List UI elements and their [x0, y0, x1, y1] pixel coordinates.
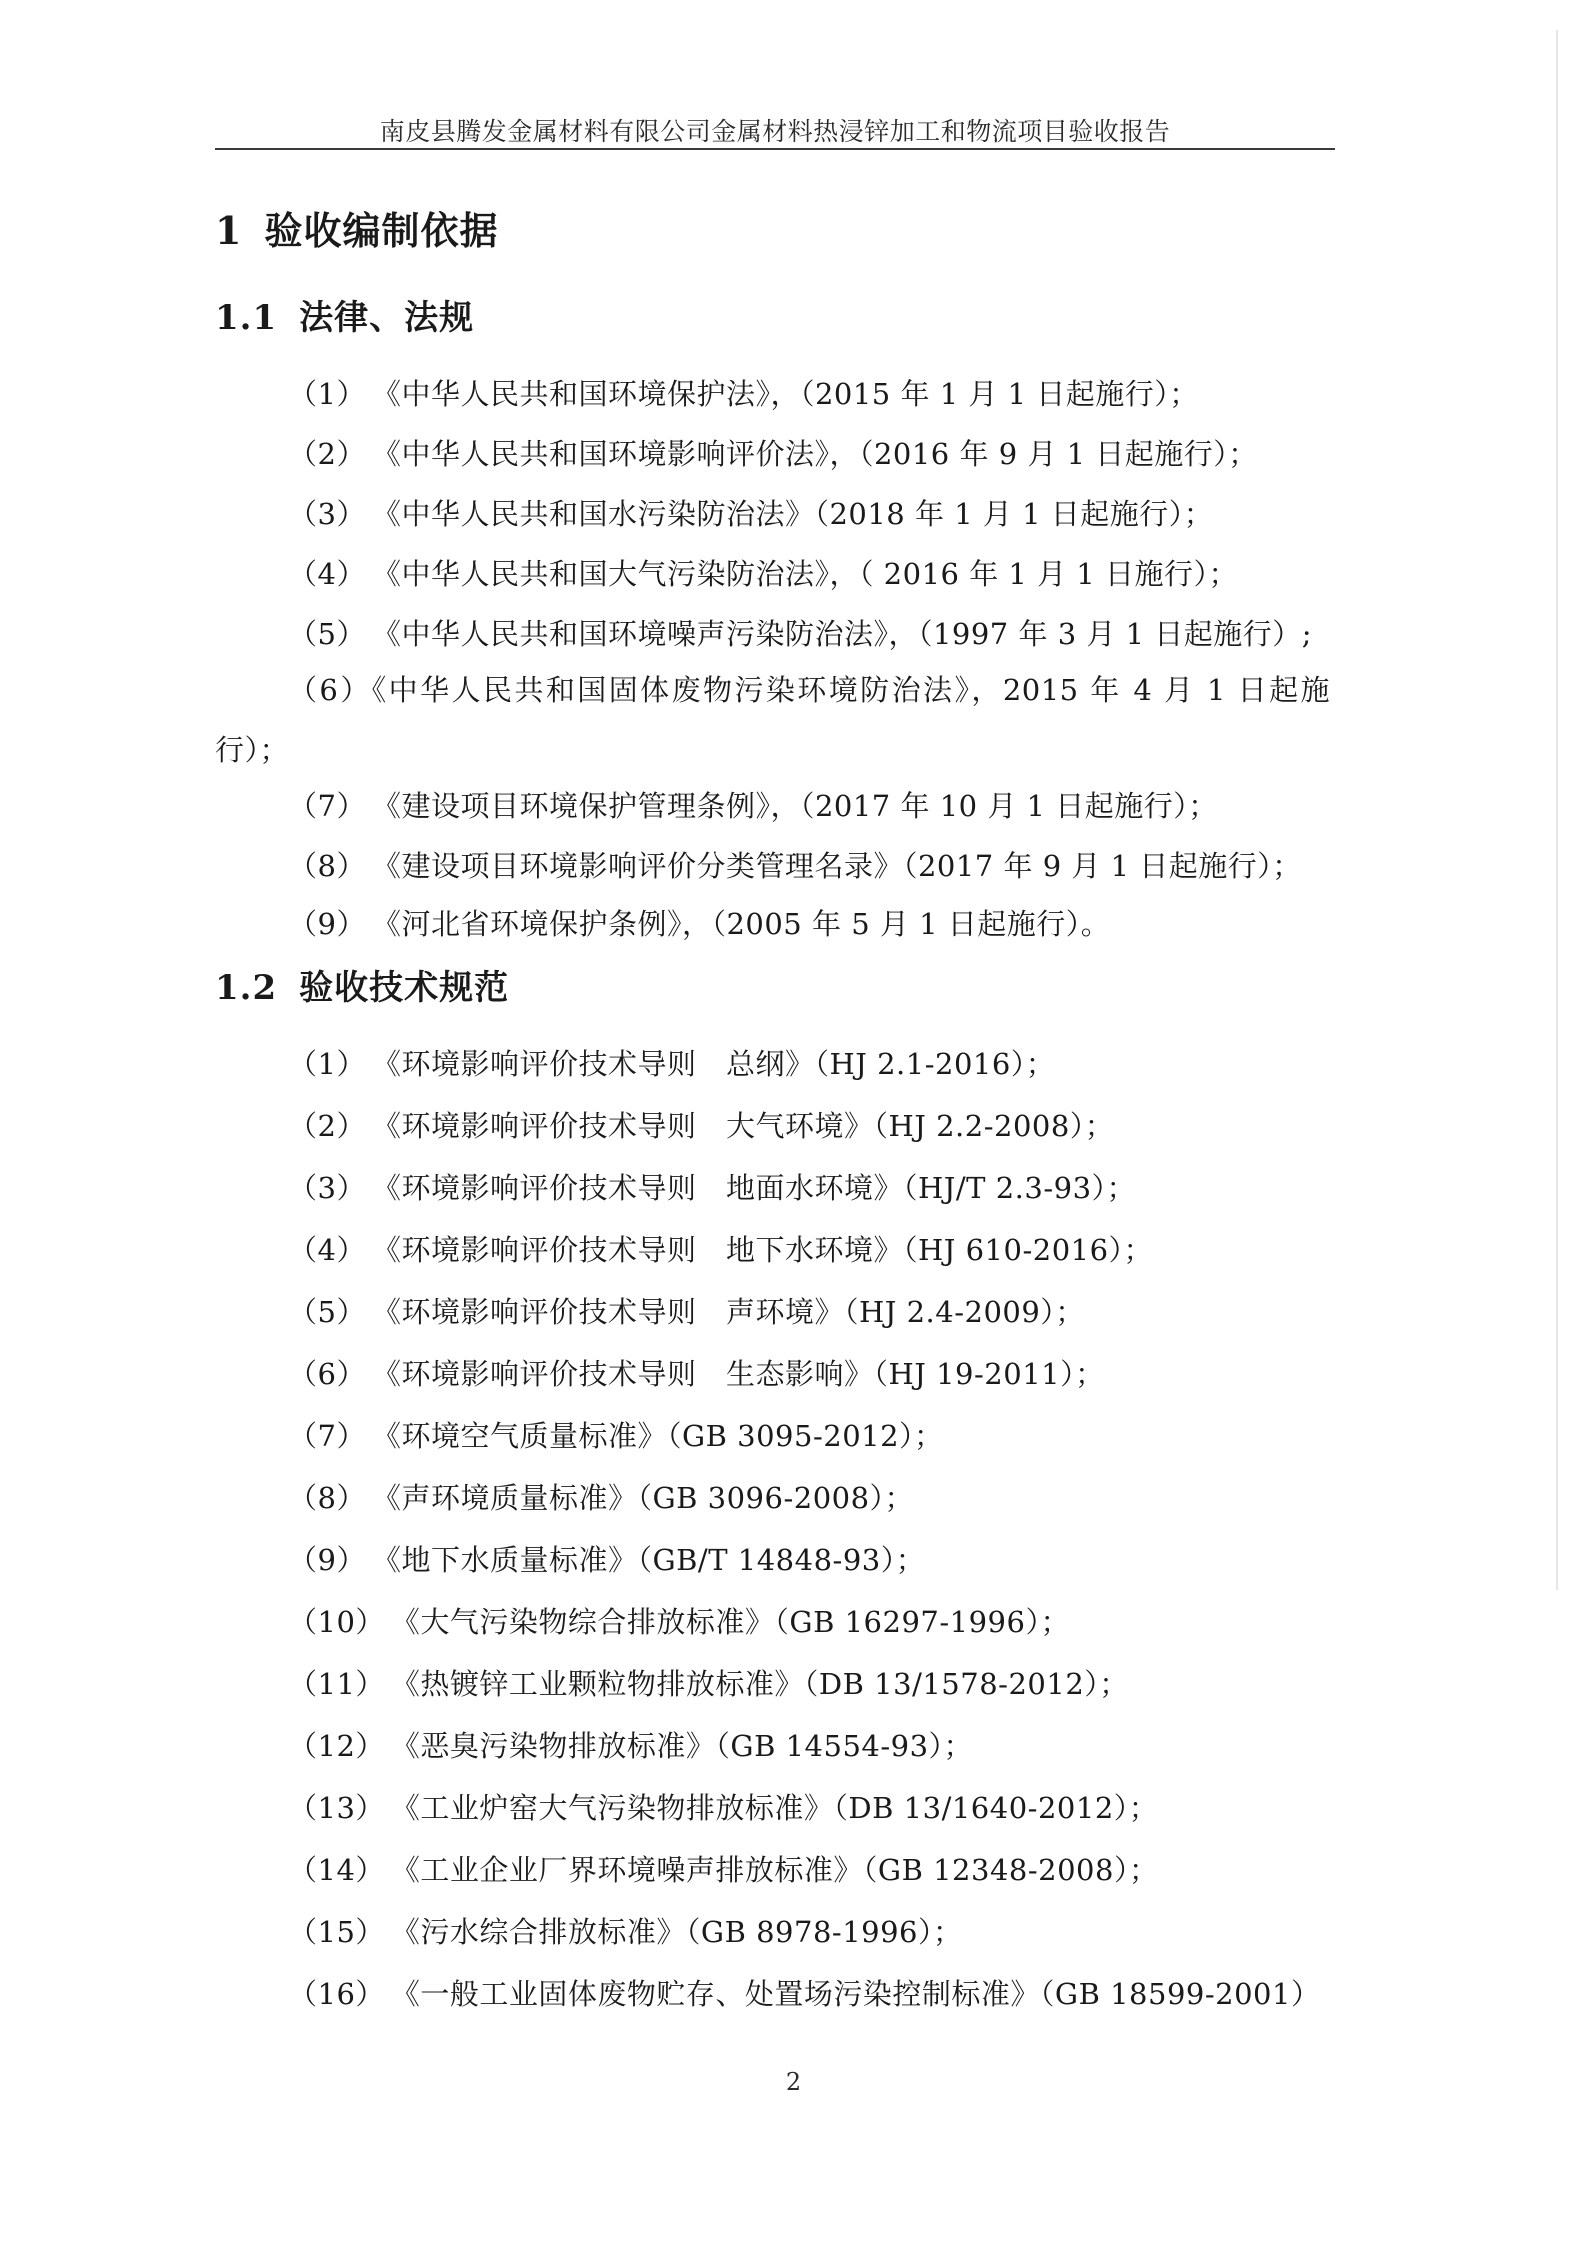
section-1-2-number: 1.2 — [215, 968, 278, 1008]
list-item-index: （9） — [288, 1543, 366, 1577]
list-item-text: 《环境影响评价技术导则 地下水环境》（HJ 610-2016）； — [371, 1233, 1154, 1267]
standard-list-item — [288, 1042, 1055, 1083]
standard-list-item — [288, 1414, 944, 1455]
standard-list-item — [288, 1228, 1153, 1269]
list-item-text: 《环境空气质量标准》（GB 3095-2012）； — [371, 1419, 944, 1453]
standard-list-item — [288, 1724, 973, 1765]
standard-list-item — [288, 1290, 1085, 1331]
standard-list-item — [288, 1910, 963, 1951]
list-item-text: 《声环境质量标准》（GB 3096-2008）； — [371, 1481, 915, 1515]
law-list-item — [288, 492, 1213, 533]
standard-list-item — [288, 1476, 914, 1517]
law-list-item — [288, 844, 1302, 885]
standard-list-item — [288, 1104, 1114, 1145]
standard-list-item — [288, 1662, 1129, 1703]
list-item-index: （2） — [288, 1109, 366, 1143]
section-1-heading — [215, 200, 498, 255]
list-item-text: 《环境影响评价技术导则 大气环境》（HJ 2.2-2008）； — [371, 1109, 1115, 1143]
law-list-item — [288, 612, 1312, 653]
standard-list-item — [288, 1600, 1070, 1641]
standard-list-item — [288, 1972, 1320, 2013]
standard-list-item — [288, 1848, 1158, 1889]
list-item-text: 《工业炉窑大气污染物排放标准》（DB 13/1640-2012）； — [390, 1791, 1159, 1825]
section-1-number: 1 — [215, 208, 243, 253]
list-item-index: （7） — [288, 1419, 366, 1453]
list-item-text: 《一般工业固体废物贮存、处置场污染控制标准》（GB 18599-2001） — [390, 1977, 1321, 2011]
list-item-index: （5） — [288, 617, 366, 651]
law-list-item — [288, 372, 1199, 413]
running-header: 南皮县腾发金属材料有限公司金属材料热浸锌加工和物流项目验收报告 — [379, 117, 1171, 146]
section-1-2-heading — [215, 960, 509, 1009]
list-item-index: （12） — [288, 1729, 385, 1763]
list-item-index: （4） — [288, 1233, 366, 1267]
list-item-text: 《中华人民共和国环境影响评价法》，（2016 年 9 月 1 日起施行）； — [371, 437, 1258, 471]
list-item-text: 《环境影响评价技术导则 生态影响》（HJ 19-2011）； — [371, 1357, 1105, 1391]
section-1-1-heading — [215, 290, 474, 339]
list-item-text: 《环境影响评价技术导则 总纲》（HJ 2.1-2016）； — [371, 1047, 1056, 1081]
list-item-index: （10） — [288, 1605, 385, 1639]
standard-list-item — [288, 1538, 925, 1579]
list-item-index: （8） — [288, 1481, 366, 1515]
list-item-text: 《环境影响评价技术导则 地面水环境》（HJ/T 2.3-93）； — [371, 1171, 1137, 1205]
list-item-index: （13） — [288, 1791, 385, 1825]
list-item-text: 《中华人民共和国水污染防治法》（2018 年 1 月 1 日起施行）； — [371, 497, 1214, 531]
law-list-item — [288, 432, 1258, 473]
law-list-item-wrapped — [215, 660, 1330, 780]
list-item-text: 《中华人民共和国环境保护法》，（2015 年 1 月 1 日起施行）； — [371, 377, 1199, 411]
list-item-index: （1） — [288, 1047, 366, 1081]
list-item-text: 《建设项目环境保护管理条例》，（2017 年 10 月 1 日起施行）； — [371, 789, 1218, 823]
list-item-index: （3） — [288, 1171, 366, 1205]
standard-list-item — [288, 1786, 1158, 1827]
list-item-text: 《环境影响评价技术导则 声环境》（HJ 2.4-2009）； — [371, 1295, 1085, 1329]
scan-edge-shadow — [1556, 30, 1558, 1590]
list-item-text: 《中华人民共和国固体废物污染环境防治法》，2015 年 4 月 1 日起施行）； — [215, 673, 1331, 767]
page-number: 2 — [785, 2068, 802, 2096]
list-item-index: （5） — [288, 1295, 366, 1329]
list-item-index: （1） — [288, 377, 366, 411]
list-item-index: （9） — [288, 907, 366, 941]
list-item-index: （3） — [288, 497, 366, 531]
list-item-text: 《河北省环境保护条例》，（2005 年 5 月 1 日起施行）。 — [371, 907, 1111, 941]
section-1-1-number: 1.1 — [215, 298, 278, 338]
law-list-item — [288, 552, 1238, 593]
list-item-text: 《热镀锌工业颗粒物排放标准》（DB 13/1578-2012）； — [390, 1667, 1129, 1701]
standard-list-item — [288, 1352, 1105, 1393]
list-item-index: （8） — [288, 849, 366, 883]
list-item-index: （6） — [288, 673, 372, 707]
list-item-index: （14） — [288, 1853, 385, 1887]
header-divider — [215, 148, 1335, 150]
list-item-text: 《中华人民共和国大气污染防治法》，（ 2016 年 1 月 1 日施行）； — [371, 557, 1238, 591]
list-item-text: 《工业企业厂界环境噪声排放标准》（GB 12348-2008）； — [390, 1853, 1159, 1887]
list-item-index: （2） — [288, 437, 366, 471]
section-1-title: 验收编制依据 — [264, 208, 499, 253]
law-list-item — [288, 784, 1218, 825]
section-1-2-title: 验收技术规范 — [299, 968, 510, 1008]
list-item-index: （11） — [288, 1667, 385, 1701]
section-1-1-title: 法律、法规 — [299, 298, 475, 338]
list-item-text: 《中华人民共和国环境噪声污染防治法》，（1997 年 3 月 1 日起施行）; — [371, 617, 1313, 651]
list-item-index: （7） — [288, 789, 366, 823]
list-item-text: 《恶臭污染物排放标准》（GB 14554-93）； — [390, 1729, 974, 1763]
list-item-text: 《建设项目环境影响评价分类管理名录》（2017 年 9 月 1 日起施行）； — [371, 849, 1302, 883]
list-item-text: 《大气污染物综合排放标准》（GB 16297-1996）； — [390, 1605, 1070, 1639]
list-item-index: （4） — [288, 557, 366, 591]
list-item-text: 《污水综合排放标准》（GB 8978-1996）； — [390, 1915, 963, 1949]
list-item-index: （16） — [288, 1977, 385, 2011]
list-item-index: （15） — [288, 1915, 385, 1949]
list-item-index: （6） — [288, 1357, 366, 1391]
standard-list-item — [288, 1166, 1136, 1207]
law-list-item — [288, 902, 1110, 943]
list-item-text: 《地下水质量标准》（GB/T 14848-93）； — [371, 1543, 926, 1577]
